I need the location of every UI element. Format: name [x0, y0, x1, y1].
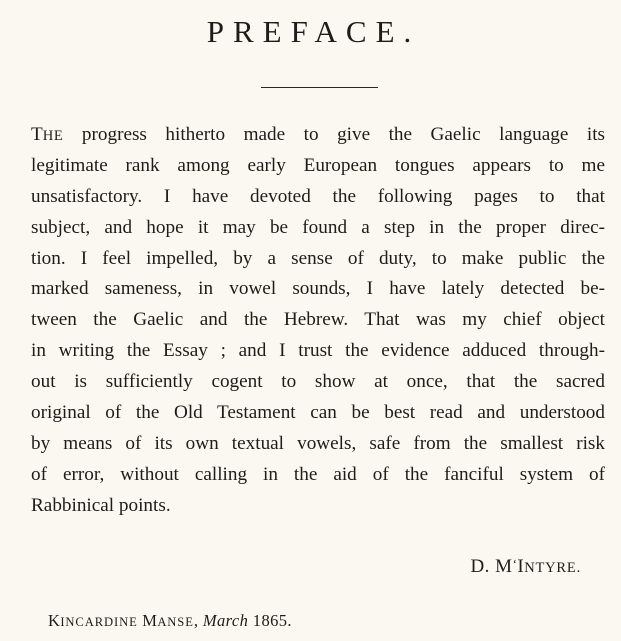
paragraph-line: out is sufficiently cogent to show at once, that the sacred: [31, 371, 605, 393]
place-rest-1: INCARDINE: [60, 615, 138, 629]
paragraph-line: in writing the Essay ; and I trust the evidence adduced through-: [31, 340, 605, 362]
paragraph-line: tion. I feel impelled, by a sense of duty, to make public the: [31, 247, 605, 269]
paragraph-line: unsatisfactory. I have devoted the following pages to that: [31, 185, 605, 207]
paragraph-line: Rabbinical points.: [31, 494, 171, 516]
place-and-date: [48, 611, 292, 631]
paragraph-line: subject, and hope it may be found a step in the proper direc-: [31, 216, 605, 238]
paragraph-line: by means of its own textual vowels, safe from the smallest risk: [31, 432, 605, 454]
paragraph-line: of error, without calling in the aid of the fanciful system of: [31, 463, 605, 485]
drop-word-capital: T: [31, 124, 43, 145]
paragraph-line: tween the Gaelic and the Hebrew. That was my chief object: [31, 309, 605, 331]
place-comma: ,: [193, 611, 203, 630]
place-rest-2: ANSE: [157, 615, 194, 629]
preface-paragraph: [31, 120, 605, 522]
date-year: 1865.: [248, 611, 292, 630]
paragraph-line: [31, 120, 605, 151]
page-title: PREFACE.: [206, 14, 421, 49]
paragraph-line-text: progress hitherto made to give the Gaelic language its: [63, 124, 605, 145]
paragraph-line: original of the Old Testament can be best read and understood: [31, 402, 605, 424]
signature-name-capital: I: [517, 556, 525, 577]
place-capital-1: K: [48, 611, 61, 630]
signature-initial: D. M: [470, 556, 513, 577]
signature-superscript: ‘: [512, 556, 518, 571]
signature-name-rest: NTYRE.: [524, 560, 581, 576]
place-capital-2: M: [142, 611, 158, 630]
author-signature: [470, 556, 581, 578]
drop-word-rest: HE: [42, 128, 64, 144]
paragraph-line: legitimate rank among early European tongues appears to me: [31, 154, 605, 176]
title-divider: [261, 87, 378, 88]
paragraph-line: marked sameness, in vowel sounds, I have lately detected be-: [31, 278, 605, 300]
date-month: March: [202, 611, 249, 630]
